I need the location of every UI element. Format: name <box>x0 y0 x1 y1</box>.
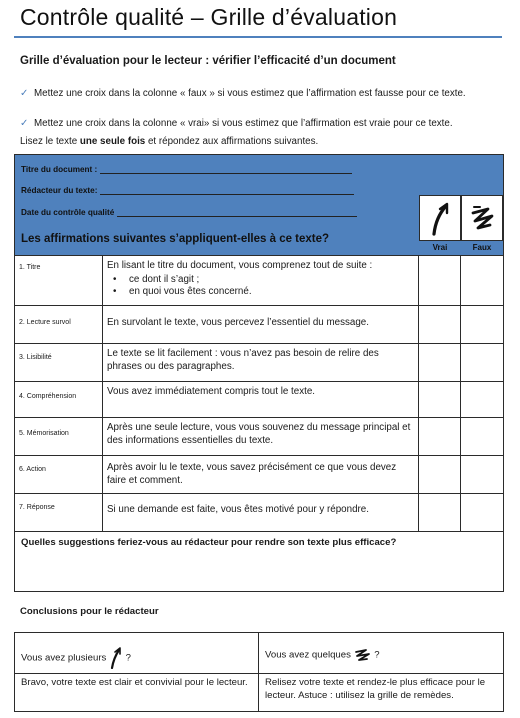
row-category: 2. Lecture survol <box>15 306 103 343</box>
checkmark-icon: ✓ <box>20 118 29 129</box>
conclusion-faux-suffix: ? <box>374 649 380 661</box>
faux-checkbox-cell[interactable] <box>461 256 503 305</box>
statement-text: En lisant le titre du document, vous comprenez tout de suite : <box>107 260 373 271</box>
author-field <box>21 186 354 195</box>
vrai-checkbox-cell[interactable] <box>419 382 461 417</box>
instruction-text: Mettez une croix dans la colonne « faux » si vous estimez que l’affirmation est fausse pour ce texte. <box>34 88 466 99</box>
column-divider <box>258 633 259 711</box>
row-category: 1. Titre <box>15 256 103 305</box>
scribble-cross-icon <box>468 201 498 237</box>
vrai-checkbox-cell[interactable] <box>419 256 461 305</box>
table-row <box>15 417 503 455</box>
list-item: • ce dont il s’agit ; <box>107 274 414 287</box>
table-row <box>15 343 503 381</box>
table-row <box>15 305 503 343</box>
instruction-text: Mettez une croix dans la colonne « vrai» si vous estimez que l’affirmation est vraie pour ce texte. <box>34 118 453 129</box>
title-underline <box>14 36 502 38</box>
author-label: Rédacteur du texte: <box>21 186 98 195</box>
list-item: • en quoi vous êtes concerné. <box>107 286 414 299</box>
vrai-checkbox-cell[interactable] <box>419 494 461 531</box>
table-row <box>15 255 503 305</box>
table-header <box>15 155 503 255</box>
conclusion-faux-body: Relisez votre texte et rendez-le plus efficace pour le lecteur. Astuce : utilisez la grille de remèdes. <box>265 677 486 701</box>
checkmark-icon: ✓ <box>20 88 29 99</box>
faux-checkbox-cell[interactable] <box>461 494 503 531</box>
page-subtitle: Grille d’évaluation pour le lecteur : vérifier l’efficacité d’un document <box>20 55 396 67</box>
checkmark-stroke-icon <box>109 647 123 669</box>
conclusion-vrai-suffix: ? <box>125 652 132 664</box>
page-title: Contrôle qualité – Grille d’évaluation <box>20 4 398 30</box>
faux-checkbox-cell[interactable] <box>461 418 503 455</box>
scribble-cross-icon <box>354 647 372 663</box>
date-line[interactable] <box>117 208 357 217</box>
row-category: 3. Lisibilité <box>15 344 103 381</box>
faux-checkbox-cell[interactable] <box>461 306 503 343</box>
faux-icon-cell <box>461 195 503 241</box>
row-category: 7. Réponse <box>15 494 103 531</box>
conclusion-faux-label: Vous avez quelques <box>265 649 351 661</box>
row-statement: En survolant le texte, vous percevez l’essentiel du message. <box>103 306 419 343</box>
row-statement <box>103 256 419 305</box>
vrai-icon-cell <box>419 195 461 241</box>
instruction-vrai <box>20 118 510 130</box>
table-row <box>15 381 503 417</box>
statement-bullets <box>107 274 414 299</box>
instruction-faux <box>20 88 490 100</box>
conclusion-vrai-body: Bravo, votre texte est clair et convivial pour le lecteur. <box>21 677 248 688</box>
col-vrai-label: Vrai <box>432 243 448 252</box>
table-row <box>15 493 503 531</box>
row-category: 5. Mémorisation <box>15 418 103 455</box>
conclusions-heading: Conclusions pour le rédacteur <box>20 606 159 617</box>
faux-checkbox-cell[interactable] <box>461 344 503 381</box>
affirmations-heading: Les affirmations suivantes s’appliquent-elles à ce texte? <box>21 233 330 245</box>
table-row <box>15 455 503 493</box>
conclusions-table <box>14 632 504 712</box>
checkmark-stroke-icon <box>426 201 456 237</box>
vrai-checkbox-cell[interactable] <box>419 456 461 493</box>
row-divider <box>15 673 503 674</box>
date-label: Date du contrôle qualité <box>21 208 115 217</box>
doc-title-field <box>21 165 352 174</box>
doc-title-line[interactable] <box>100 165 352 174</box>
suggestions-question: Quelles suggestions feriez-vous au rédacteur pour rendre son texte plus efficace? <box>21 537 397 548</box>
suggestions-box[interactable] <box>15 531 503 591</box>
read-bold: une seule fois <box>79 136 146 147</box>
conclusion-vrai-head <box>21 647 131 669</box>
row-statement: Si une demande est faite, vous êtes motivé pour y répondre. <box>103 494 419 531</box>
row-statement: Après une seule lecture, vous vous souvenez du message principal et des informations essentielles du texte. <box>103 418 419 455</box>
read-suffix: et répondez aux affirmations suivantes. <box>145 136 319 147</box>
col-faux-label: Faux <box>472 243 492 252</box>
conclusion-vrai-label: Vous avez plusieurs <box>21 652 107 664</box>
faux-checkbox-cell[interactable] <box>461 382 503 417</box>
row-statement: Le texte se lit facilement : vous n’avez pas besoin de relire des phrases ou des paragraphes. <box>103 344 419 381</box>
vrai-checkbox-cell[interactable] <box>419 306 461 343</box>
faux-checkbox-cell[interactable] <box>461 456 503 493</box>
read-instruction <box>20 136 318 147</box>
row-statement: Vous avez immédiatement compris tout le texte. <box>103 382 419 417</box>
row-category: 4. Compréhension <box>15 382 103 417</box>
row-statement: Après avoir lu le texte, vous savez précisément ce que vous devez faire et comment. <box>103 456 419 493</box>
conclusion-faux-head <box>265 647 380 663</box>
author-line[interactable] <box>100 186 354 195</box>
date-field <box>21 208 357 217</box>
row-category: 6. Action <box>15 456 103 493</box>
doc-title-label: Titre du document : <box>21 165 98 174</box>
vrai-checkbox-cell[interactable] <box>419 344 461 381</box>
vrai-checkbox-cell[interactable] <box>419 418 461 455</box>
evaluation-table <box>14 154 504 592</box>
read-prefix: Lisez le texte <box>20 136 80 147</box>
